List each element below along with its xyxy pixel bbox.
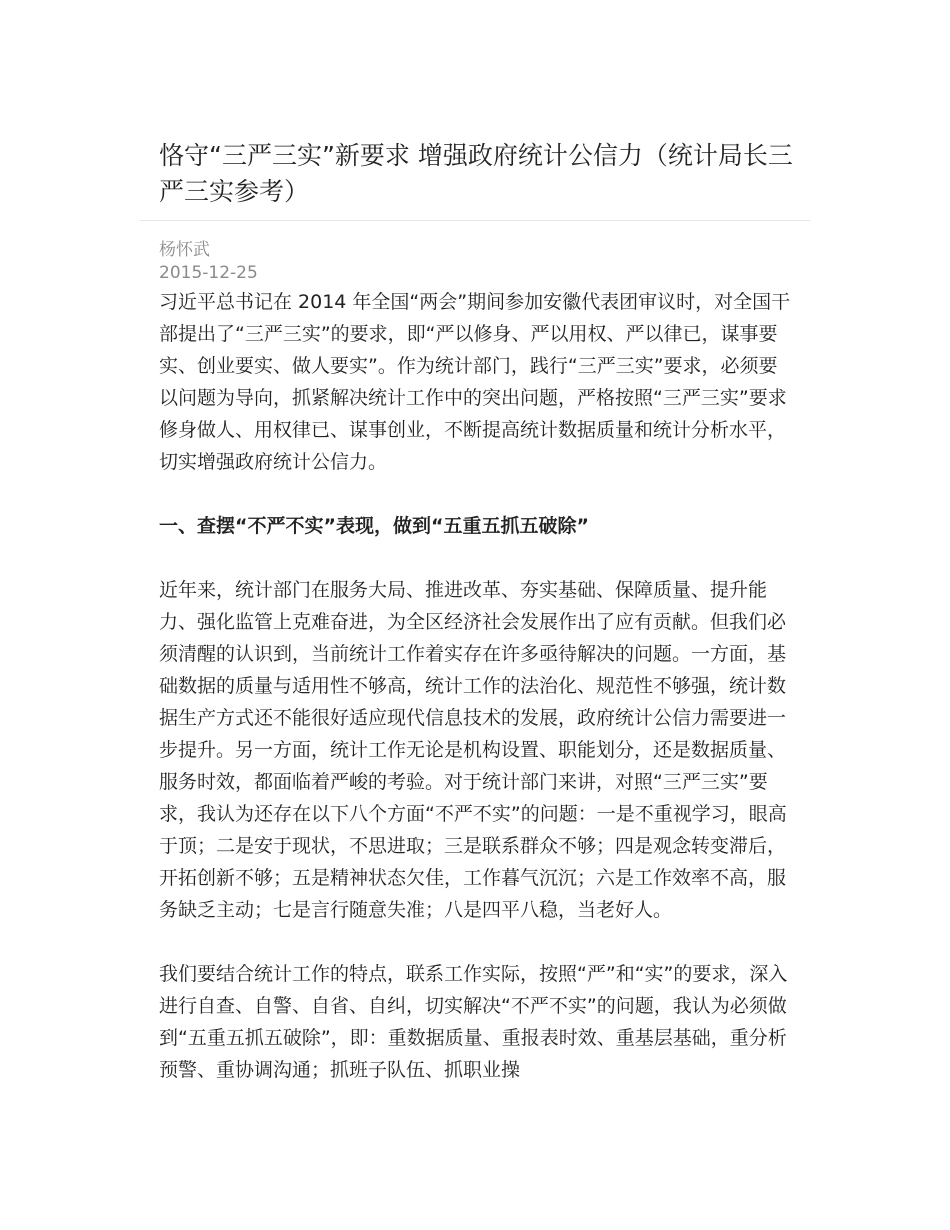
title-divider (140, 220, 810, 221)
section-heading: 一、查摆“不严不实”表现，做到“五重五抓五破除” (159, 515, 589, 537)
paragraph-gap (159, 542, 793, 574)
body-paragraph-intro: 习近平总书记在 2014 年全国“两会”期间参加安徽代表团审议时，对全国干部提出了“三严三实”的要求，即“严以修身、严以用权、严以律已，谋事要实、创业要实、做人要实”。作为统计部门，践行“三严三实”要求，必须要以问题为导向，抓紧解决统计工作中的突出问题，严格按照“三严三实”要求修身做人、用权律已、谋事创业，不断提高统计数据质量和统计分析水平，切实增强政府统计公信力。 (159, 291, 791, 473)
article-meta (159, 239, 258, 285)
body-paragraph-problems: 近年来，统计部门在服务大局、推进改革、夯实基础、保障质量、提升能力、强化监管上克难奋进，为全区经济社会发展作出了应有贡献。但我们必须清醒的认识到，当前统计工作着实存在许多亟待解决的问题。一方面，基础数据的质量与适用性不够高，统计工作的法治化、规范性不够强，统计数据生产方式还不能很好适应现代信息技术的发展，政府统计公信力需要进一步提升。另一方面，统计工作无论是机构设置、职能划分，还是数据质量、服务时效，都面临着严峻的考验。对于统计部门来讲，对照“三严三实”要求，我认为还存在以下八个方面“不严不实”的问题：一是不重视学习，眼高于顶；二是安于现状，不思进取；三是联系群众不够；四是观念转变滞后，开拓创新不够；五是精神状态欠佳，工作暮气沉沉；六是工作效率不高，服务缺乏主动；七是言行随意失准；八是四平八稳，当老好人。 (159, 579, 787, 921)
article-date: 2015-12-25 (159, 263, 258, 283)
body-paragraph-requirements: 我们要结合统计工作的特点，联系工作实际，按照“严”和“实”的要求，深入进行自查、自警、自省、自纠，切实解决“不严不实”的问题，我认为必须做到“五重五抓五破除”，即：重数据质量、重报表时效、重基层基础，重分析预警、重协调沟通；抓班子队伍、抓职业操 (159, 963, 788, 1081)
article-title: 恪守“三严三实”新要求 增强政府统计公信力（统计局长三严三实参考） (159, 141, 793, 206)
article-author: 杨怀武 (159, 240, 210, 260)
article-body (159, 286, 793, 1086)
paragraph-gap (159, 926, 793, 958)
paragraph-gap (159, 478, 793, 510)
